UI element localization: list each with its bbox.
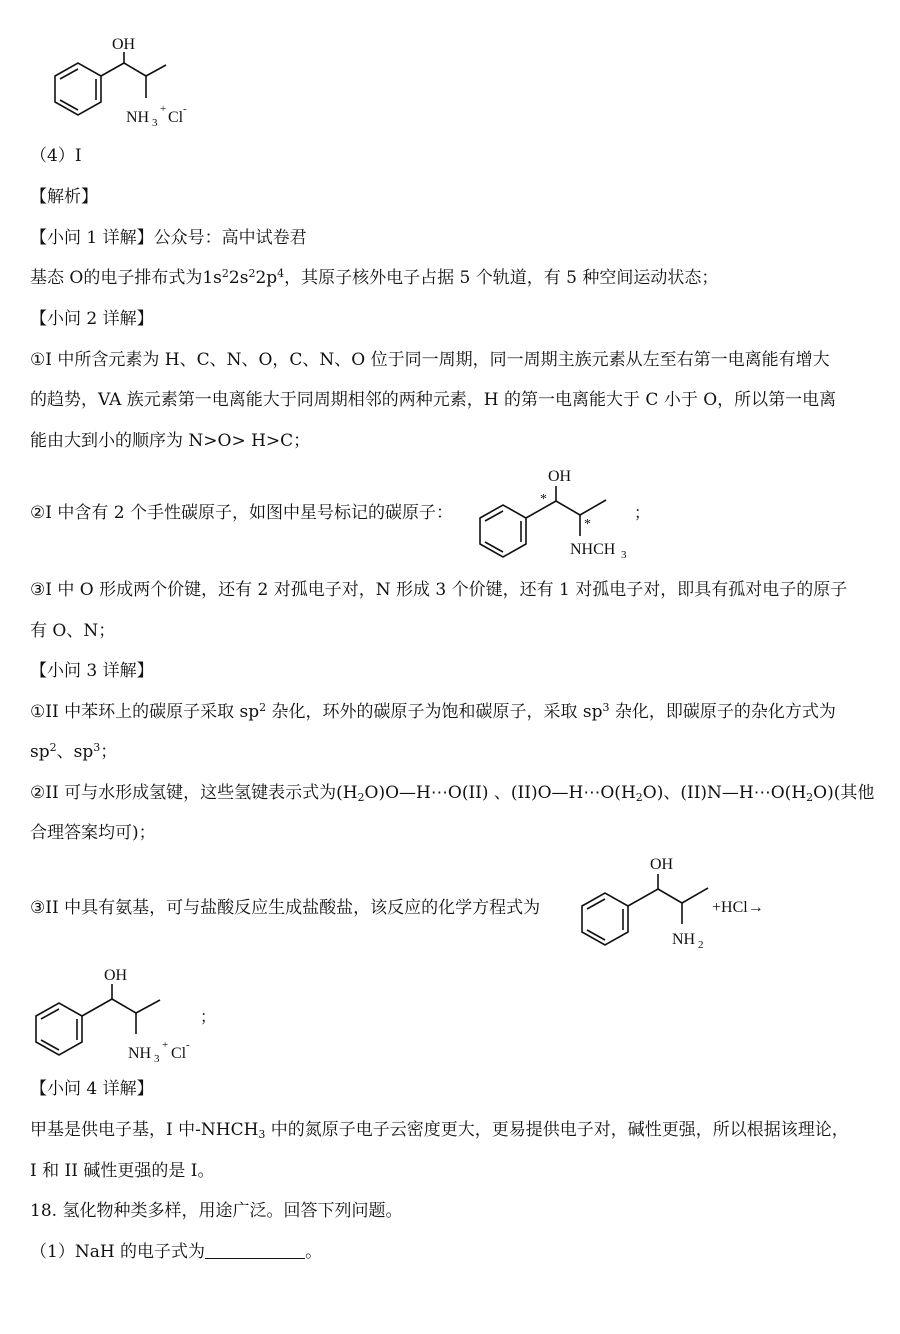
chiral-structure: [470, 462, 660, 566]
svg-text:；: ；: [634, 505, 651, 522]
q2-para3-line1: ③I 中 O 形成两个价键，还有 2 对孤电子对，N 形成 3 个价键，还有 1 对孤电子对，即具有孤对电子的原子: [30, 580, 848, 600]
svg-text:；: ；: [200, 1009, 217, 1026]
q3-para1-line2: $sp^2$、$sp^3$；: [30, 741, 118, 762]
svg-text:3: 3: [154, 1053, 160, 1065]
nh2-label: NH: [672, 931, 696, 948]
q3-para2-line1: ②II 可与水形成氢键，这些氢键表示式为$(H_2O)O—H\cdots O(II)$ 、$(II)O—H\cdots O(H_2O)$、$(II)N—H\cdots O(H_2O)$(其他: [30, 783, 875, 804]
salt-structure-top: [28, 30, 218, 140]
nhch3-label: NHCH: [570, 541, 616, 558]
svg-text:2: 2: [698, 939, 704, 951]
amine-structure: [572, 846, 802, 956]
q4-line1: 甲基是供电子基，I 中$-NHCH_3$ 中的氮原子电子云密度更大，更易提供电子对，碱性更强，所以根据该理论，: [30, 1120, 849, 1141]
svg-text:-: -: [186, 1039, 190, 1051]
q3-heading: 【小问 3 详解】: [30, 661, 154, 681]
chiral-star-2: *: [584, 517, 591, 532]
oh-label: OH: [112, 36, 136, 53]
question-18: 18. 氢化物种类多样，用途广泛。回答下列问题。: [30, 1201, 403, 1221]
svg-text:3: 3: [152, 117, 158, 129]
q2-para2: ②I 中含有 2 个手性碳原子，如图中星号标记的碳原子：: [30, 503, 453, 523]
q3-para3: ③II 中具有氨基，可与盐酸反应生成盐酸盐，该反应的化学方程式为: [30, 898, 541, 918]
oh-label: OH: [104, 967, 128, 984]
q1-text: 基态 O的电子排布式为$1s^22s^22p^4$，其原子核外电子占据 5 个轨道，有 5 种空间运动状态；: [30, 267, 719, 288]
salt-structure-bottom: [28, 962, 228, 1070]
q2-heading: 【小问 2 详解】: [30, 309, 154, 329]
ammonium-label: NH: [128, 1045, 152, 1062]
answer-blank[interactable]: [205, 1242, 305, 1259]
chiral-star-1: *: [540, 492, 547, 507]
question-18-part1: （1）NaH 的电子式为 。: [30, 1242, 323, 1262]
q2-para1-line2: 的趋势，VA 族元素第一电离能大于同周期相邻的两种元素，H 的第一电离能大于 C 小于 O，所以第一电离: [30, 390, 837, 410]
hcl-arrow: +HCl→: [712, 899, 764, 916]
q2-para1-line1: ①I 中所含元素为 H、C、N、O，C、N、O 位于同一周期，同一周期主族元素从左至右第一电离能有增大: [30, 350, 830, 370]
oh-label: OH: [548, 468, 572, 485]
ammonium-label: NH: [126, 109, 150, 126]
q3-para1-line1: ①II 中苯环上的碳原子采取 $sp^2$ 杂化，环外的碳原子为饱和碳原子，采取 $sp^3$ 杂化，即碳原子的杂化方式为: [30, 701, 836, 722]
answer-4: （4）I: [30, 146, 82, 166]
q4-heading: 【小问 4 详解】: [30, 1079, 154, 1099]
q3-para2-line2: 合理答案均可)；: [30, 823, 156, 843]
q1-heading: 【小问 1 详解】公众号：高中试卷君: [30, 228, 307, 248]
chloride-label: Cl: [171, 1045, 187, 1062]
svg-text:+: +: [162, 1039, 169, 1051]
svg-text:-: -: [183, 103, 187, 115]
svg-text:3: 3: [621, 549, 627, 561]
q4-line2: I 和 II 碱性更强的是 I。: [30, 1161, 215, 1181]
oh-label: OH: [650, 856, 674, 873]
svg-text:+: +: [160, 103, 167, 115]
chloride-label: Cl: [168, 109, 184, 126]
q2-para1-line3: 能由大到小的顺序为 N>O> H>C；: [30, 431, 311, 451]
q2-para3-line2: 有 O、N；: [30, 621, 116, 641]
analysis-heading: 【解析】: [30, 187, 98, 207]
